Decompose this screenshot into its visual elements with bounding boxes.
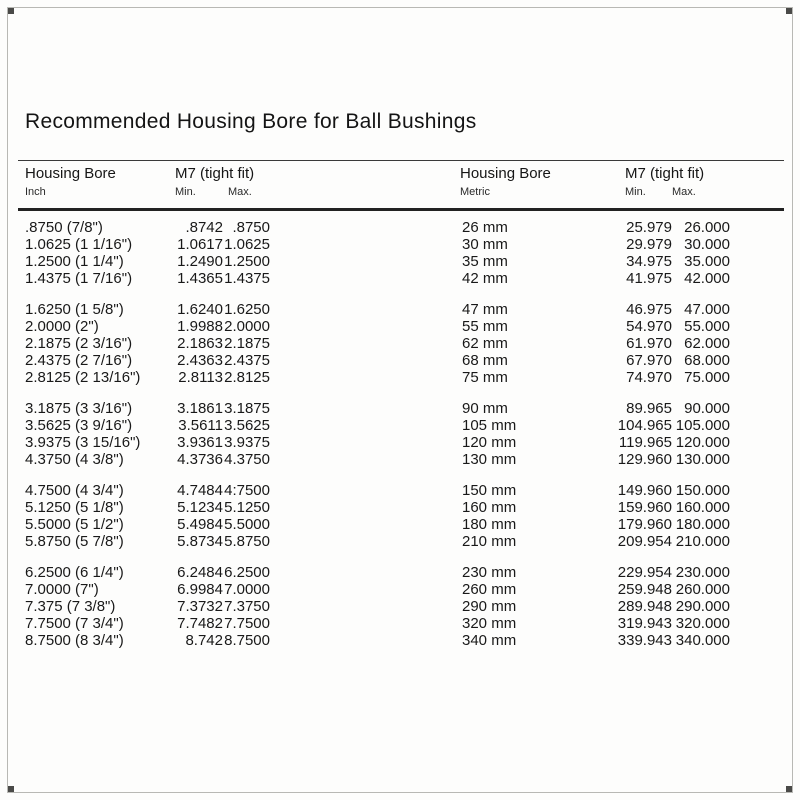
- cell-inch-bore: 4.3750 (4 3/8"): [25, 451, 124, 468]
- cell-metric-min: 41.975: [626, 270, 672, 287]
- cell-spacer: [270, 516, 460, 533]
- left-header-housing-bore: Housing Bore: [25, 165, 116, 182]
- cell-metric-bore: 42 mm: [462, 270, 508, 287]
- cell-inch-bore: 2.1875 (2 3/16"): [25, 335, 133, 352]
- cell-inch-max: 3.5625: [224, 417, 270, 434]
- cell-metric-bore: 26 mm: [462, 219, 508, 236]
- cell-inch-min: 5.4984: [177, 516, 223, 533]
- cell-inch-bore: 3.5625 (3 9/16"): [25, 417, 133, 434]
- header-bottom-rule: [18, 208, 784, 211]
- cell-inch-max: 1.4375: [224, 270, 270, 287]
- cell-spacer: [270, 615, 460, 632]
- cell-inch-max: 2.8125: [224, 369, 270, 386]
- cell-inch-bore: 1.0625 (1 1/16"): [25, 236, 133, 253]
- cell-inch-bore: 3.1875 (3 3/16"): [25, 400, 133, 417]
- right-header-m7-fit: M7 (tight fit): [625, 165, 705, 182]
- cell-spacer: [270, 270, 460, 287]
- cell-metric-min: 46.975: [626, 301, 672, 318]
- cell-inch-min: 7.3732: [177, 598, 223, 615]
- cell-inch-max: 6.2500: [224, 564, 270, 581]
- cell-metric-max: 75.000: [684, 369, 730, 386]
- cell-inch-bore: 1.4375 (1 7/16"): [25, 270, 133, 287]
- cell-metric-min: 74.970: [626, 369, 672, 386]
- table-row: [20, 451, 780, 468]
- cell-inch-max: 4:7500: [224, 482, 270, 499]
- cell-inch-min: 1.6240: [177, 301, 223, 318]
- cell-metric-max: 290.000: [675, 598, 730, 615]
- right-header-min: Min.: [625, 186, 646, 198]
- table-row: [20, 253, 780, 270]
- header-top-rule: [18, 160, 784, 161]
- cell-inch-min: .8742: [185, 219, 223, 236]
- table-row: [20, 335, 780, 352]
- cell-inch-min: 8.742: [185, 632, 223, 649]
- cell-metric-max: 35.000: [684, 253, 730, 270]
- cell-metric-max: 105.000: [675, 417, 730, 434]
- cell-metric-min: 89.965: [626, 400, 672, 417]
- cell-inch-max: 5.8750: [224, 533, 270, 550]
- table-row: [20, 236, 780, 253]
- cell-inch-min: 1.0617: [177, 236, 223, 253]
- cell-metric-max: 42.000: [684, 270, 730, 287]
- cell-inch-bore: 4.7500 (4 3/4"): [25, 482, 124, 499]
- left-header-unit-inch: Inch: [25, 186, 46, 198]
- table-row: [20, 318, 780, 335]
- cell-metric-min: 54.970: [626, 318, 672, 335]
- cell-inch-min: 6.2484: [177, 564, 223, 581]
- cell-spacer: [270, 301, 460, 318]
- table-row: [20, 434, 780, 451]
- table-row: [20, 598, 780, 615]
- cell-inch-max: 8.7500: [224, 632, 270, 649]
- cell-spacer: [270, 417, 460, 434]
- row-group: [20, 564, 780, 649]
- scan-corner-mark: [786, 786, 792, 792]
- cell-spacer: [270, 434, 460, 451]
- table-body: [20, 219, 780, 663]
- cell-metric-bore: 55 mm: [462, 318, 508, 335]
- cell-metric-min: 319.943: [617, 615, 672, 632]
- cell-inch-bore: 7.0000 (7"): [25, 581, 99, 598]
- cell-metric-min: 339.943: [617, 632, 672, 649]
- table-row: [20, 482, 780, 499]
- cell-metric-bore: 160 mm: [462, 499, 517, 516]
- cell-metric-max: 26.000: [684, 219, 730, 236]
- cell-metric-bore: 68 mm: [462, 352, 508, 369]
- cell-inch-bore: 1.2500 (1 1/4"): [25, 253, 124, 270]
- table-row: [20, 564, 780, 581]
- cell-inch-min: 7.7482: [177, 615, 223, 632]
- cell-metric-max: 30.000: [684, 236, 730, 253]
- cell-metric-max: 68.000: [684, 352, 730, 369]
- cell-inch-max: 2.0000: [224, 318, 270, 335]
- cell-metric-max: 210.000: [675, 533, 730, 550]
- table-row: [20, 400, 780, 417]
- cell-inch-max: 5.5000: [224, 516, 270, 533]
- cell-metric-min: 104.965: [617, 417, 672, 434]
- cell-inch-max: 3.1875: [224, 400, 270, 417]
- table-row: [20, 632, 780, 649]
- cell-inch-max: 7.7500: [224, 615, 270, 632]
- cell-inch-min: 5.8734: [177, 533, 223, 550]
- cell-inch-min: 4.3736: [177, 451, 223, 468]
- cell-metric-min: 61.970: [626, 335, 672, 352]
- cell-inch-max: 4.3750: [224, 451, 270, 468]
- right-header-housing-bore: Housing Bore: [460, 165, 551, 182]
- cell-inch-max: .8750: [232, 219, 270, 236]
- row-group: [20, 301, 780, 386]
- left-header-m7-fit: M7 (tight fit): [175, 165, 255, 182]
- cell-metric-min: 259.948: [617, 581, 672, 598]
- cell-inch-bore: 3.9375 (3 15/16"): [25, 434, 141, 451]
- scan-corner-mark: [8, 786, 14, 792]
- table-row: [20, 417, 780, 434]
- table-row: [20, 533, 780, 550]
- cell-metric-min: 149.960: [617, 482, 672, 499]
- table-row: [20, 615, 780, 632]
- cell-metric-max: 47.000: [684, 301, 730, 318]
- cell-spacer: [270, 581, 460, 598]
- cell-metric-bore: 320 mm: [462, 615, 517, 632]
- left-header-max: Max.: [228, 186, 252, 198]
- cell-inch-max: 1.2500: [224, 253, 270, 270]
- cell-metric-max: 230.000: [675, 564, 730, 581]
- row-group: [20, 400, 780, 468]
- right-header-unit-metric: Metric: [460, 186, 490, 198]
- cell-inch-min: 3.5611: [178, 417, 223, 434]
- cell-metric-max: 90.000: [684, 400, 730, 417]
- cell-metric-max: 130.000: [675, 451, 730, 468]
- cell-metric-bore: 47 mm: [462, 301, 508, 318]
- table-row: [20, 516, 780, 533]
- cell-spacer: [270, 451, 460, 468]
- cell-metric-bore: 90 mm: [462, 400, 508, 417]
- cell-metric-max: 260.000: [675, 581, 730, 598]
- cell-metric-min: 119.965: [618, 434, 672, 451]
- cell-inch-max: 2.1875: [224, 335, 270, 352]
- cell-inch-min: 5.1234: [177, 499, 223, 516]
- cell-spacer: [270, 564, 460, 581]
- cell-spacer: [270, 219, 460, 236]
- cell-metric-min: 25.979: [626, 219, 672, 236]
- scan-corner-mark: [8, 8, 14, 14]
- cell-inch-min: 2.4363: [177, 352, 223, 369]
- cell-inch-max: 1.6250: [224, 301, 270, 318]
- cell-inch-bore: 6.2500 (6 1/4"): [25, 564, 124, 581]
- cell-metric-min: 129.960: [617, 451, 672, 468]
- cell-spacer: [270, 352, 460, 369]
- cell-metric-min: 159.960: [617, 499, 672, 516]
- cell-spacer: [270, 632, 460, 649]
- cell-metric-min: 29.979: [626, 236, 672, 253]
- cell-spacer: [270, 369, 460, 386]
- table-row: [20, 581, 780, 598]
- cell-metric-min: 67.970: [626, 352, 672, 369]
- table-row: [20, 352, 780, 369]
- row-group: [20, 219, 780, 287]
- cell-metric-min: 34.975: [626, 253, 672, 270]
- cell-metric-bore: 35 mm: [462, 253, 508, 270]
- cell-metric-bore: 230 mm: [462, 564, 517, 581]
- cell-inch-max: 3.9375: [224, 434, 270, 451]
- cell-metric-max: 150.000: [675, 482, 730, 499]
- right-header-max: Max.: [672, 186, 696, 198]
- cell-metric-bore: 260 mm: [462, 581, 517, 598]
- cell-inch-bore: 5.8750 (5 7/8"): [25, 533, 124, 550]
- cell-spacer: [270, 318, 460, 335]
- cell-metric-bore: 105 mm: [462, 417, 517, 434]
- cell-inch-min: 6.9984: [177, 581, 223, 598]
- cell-metric-max: 320.000: [675, 615, 730, 632]
- cell-inch-min: 1.9988: [177, 318, 223, 335]
- cell-inch-max: 7.0000: [224, 581, 270, 598]
- scan-corner-mark: [786, 8, 792, 14]
- cell-metric-max: 180.000: [675, 516, 730, 533]
- cell-inch-bore: 2.0000 (2"): [25, 318, 99, 335]
- cell-spacer: [270, 598, 460, 615]
- cell-inch-bore: 2.4375 (2 7/16"): [25, 352, 133, 369]
- cell-inch-bore: 1.6250 (1 5/8"): [25, 301, 124, 318]
- cell-metric-min: 289.948: [617, 598, 672, 615]
- cell-metric-bore: 75 mm: [462, 369, 508, 386]
- cell-inch-max: 7.3750: [224, 598, 270, 615]
- page-title: Recommended Housing Bore for Ball Bushings: [25, 110, 477, 133]
- cell-metric-bore: 30 mm: [462, 236, 508, 253]
- row-group: [20, 482, 780, 550]
- cell-metric-min: 209.954: [617, 533, 672, 550]
- cell-inch-bore: 7.7500 (7 3/4"): [25, 615, 124, 632]
- cell-spacer: [270, 533, 460, 550]
- cell-metric-bore: 150 mm: [462, 482, 517, 499]
- cell-inch-max: 1.0625: [224, 236, 270, 253]
- cell-spacer: [270, 236, 460, 253]
- cell-metric-max: 160.000: [675, 499, 730, 516]
- table-row: [20, 369, 780, 386]
- table-row: [20, 499, 780, 516]
- table-row: [20, 301, 780, 318]
- cell-inch-bore: 5.1250 (5 1/8"): [25, 499, 124, 516]
- cell-metric-max: 120.000: [675, 434, 730, 451]
- cell-spacer: [270, 400, 460, 417]
- cell-inch-min: 2.8113: [178, 369, 223, 386]
- left-header-min: Min.: [175, 186, 196, 198]
- table-row: [20, 219, 780, 236]
- cell-metric-min: 229.954: [617, 564, 672, 581]
- cell-inch-bore: .8750 (7/8"): [25, 219, 103, 236]
- cell-inch-max: 5.1250: [224, 499, 270, 516]
- cell-inch-max: 2.4375: [224, 352, 270, 369]
- cell-inch-min: 3.1861: [177, 400, 223, 417]
- cell-inch-bore: 8.7500 (8 3/4"): [25, 632, 124, 649]
- cell-metric-bore: 180 mm: [462, 516, 517, 533]
- cell-inch-bore: 2.8125 (2 13/16"): [25, 369, 141, 386]
- cell-metric-bore: 290 mm: [462, 598, 517, 615]
- cell-inch-min: 1.4365: [177, 270, 223, 287]
- table-row: [20, 270, 780, 287]
- cell-metric-min: 179.960: [617, 516, 672, 533]
- cell-metric-max: 62.000: [684, 335, 730, 352]
- cell-metric-bore: 62 mm: [462, 335, 508, 352]
- cell-spacer: [270, 482, 460, 499]
- cell-metric-max: 340.000: [675, 632, 730, 649]
- cell-inch-min: 3.9361: [177, 434, 223, 451]
- cell-inch-bore: 7.375 (7 3/8"): [25, 598, 116, 615]
- cell-metric-max: 55.000: [684, 318, 730, 335]
- cell-metric-bore: 120 mm: [462, 434, 517, 451]
- cell-spacer: [270, 335, 460, 352]
- cell-spacer: [270, 499, 460, 516]
- cell-inch-min: 1.2490: [177, 253, 223, 270]
- cell-metric-bore: 130 mm: [462, 451, 517, 468]
- cell-inch-bore: 5.5000 (5 1/2"): [25, 516, 124, 533]
- cell-metric-bore: 210 mm: [462, 533, 517, 550]
- cell-inch-min: 4.7484: [177, 482, 223, 499]
- cell-metric-bore: 340 mm: [462, 632, 517, 649]
- cell-spacer: [270, 253, 460, 270]
- cell-inch-min: 2.1863: [177, 335, 223, 352]
